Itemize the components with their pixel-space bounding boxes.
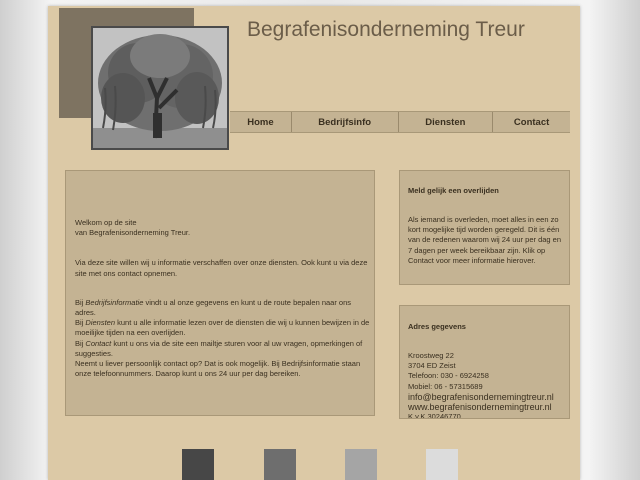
overlijden-panel (399, 170, 570, 285)
welcome-text (75, 218, 371, 379)
adres-details (408, 351, 563, 419)
swatch-medium (264, 449, 296, 480)
diensten-link-text: Diensten (85, 318, 116, 328)
willow-tree-image (93, 28, 227, 148)
email-link[interactable]: info@begrafenisondernemingtreur.nl (408, 391, 554, 402)
tree-photo (91, 26, 229, 150)
adres-heading: Adres gegevens (408, 322, 466, 331)
address-city: 3704 ED Zeist (408, 361, 456, 371)
address-phone: Telefoon: 030 - 6924258 (408, 371, 489, 381)
adres-panel (399, 305, 570, 419)
address-mobile: Mobiel: 06 - 57315689 (408, 381, 483, 391)
intro-paragraph: Via deze site willen wij u informatie verschaffen over onze diensten. Ook kunt u via deze site met ons contact opnemen. (75, 258, 368, 278)
welcome-line-1: Welkom op de site (75, 218, 137, 227)
personal-contact-paragraph: Neemt u liever persoonlijk contact op? Dat is ook mogelijk. Bij Bedrijfsinformatie staan onze telefoonnummers. Daarop kunt u ons 24 uur per dag bereiken. (75, 359, 361, 379)
website-link[interactable]: www.begrafenisondernemingtreur.nl (408, 401, 552, 412)
nav-home[interactable]: Home (247, 116, 274, 128)
welcome-line-2: van Begrafenisonderneming Treur. (75, 228, 191, 238)
main-navigation (230, 111, 570, 133)
overlijden-text: Als iemand is overleden, moet alles in een zo kort mogelijke tijd worden geregeld. Dit is één van de redenen waarom wij 24 uur per dag en 7 dagen per week bereikbaar zijn. Klik op Contact voor meer informatie hierover. (408, 215, 562, 265)
bedrijfsinfo-link-text: Bedrijfsinformatie (85, 297, 144, 307)
nav-contact[interactable]: Contact (492, 112, 570, 132)
swatch-dark (182, 449, 214, 480)
diensten-paragraph: Bij Diensten kunt u alle informatie lezen over de diensten die wij u kunnen bewijzen in de moeilijke tijden na een overlijden. (75, 318, 370, 338)
nav-diensten[interactable]: Diensten (398, 112, 493, 132)
address-kvk: K.v.K 30246770 (408, 411, 461, 419)
address-street: Kroostweg 22 (408, 351, 454, 360)
contact-link-text: Contact (85, 338, 112, 348)
swatch-light (345, 449, 377, 480)
swatch-lightest (426, 449, 458, 480)
overlijden-heading: Meld gelijk een overlijden (408, 186, 499, 195)
site-title: Begrafenisonderneming Treur (247, 18, 525, 41)
contact-paragraph: Bij Contact kunt u ons via de site een mailtje sturen voor al uw vragen, opmerkingen of suggesties. (75, 338, 363, 358)
color-swatches (0, 449, 640, 480)
welcome-panel (65, 170, 375, 416)
info-paragraph: Bij Bedrijfsinformatie vindt u al onze gegevens en kunt u de route bepalen naar ons adres. (75, 297, 352, 318)
nav-bedrijfsinfo[interactable]: Bedrijfsinfo (291, 112, 398, 132)
